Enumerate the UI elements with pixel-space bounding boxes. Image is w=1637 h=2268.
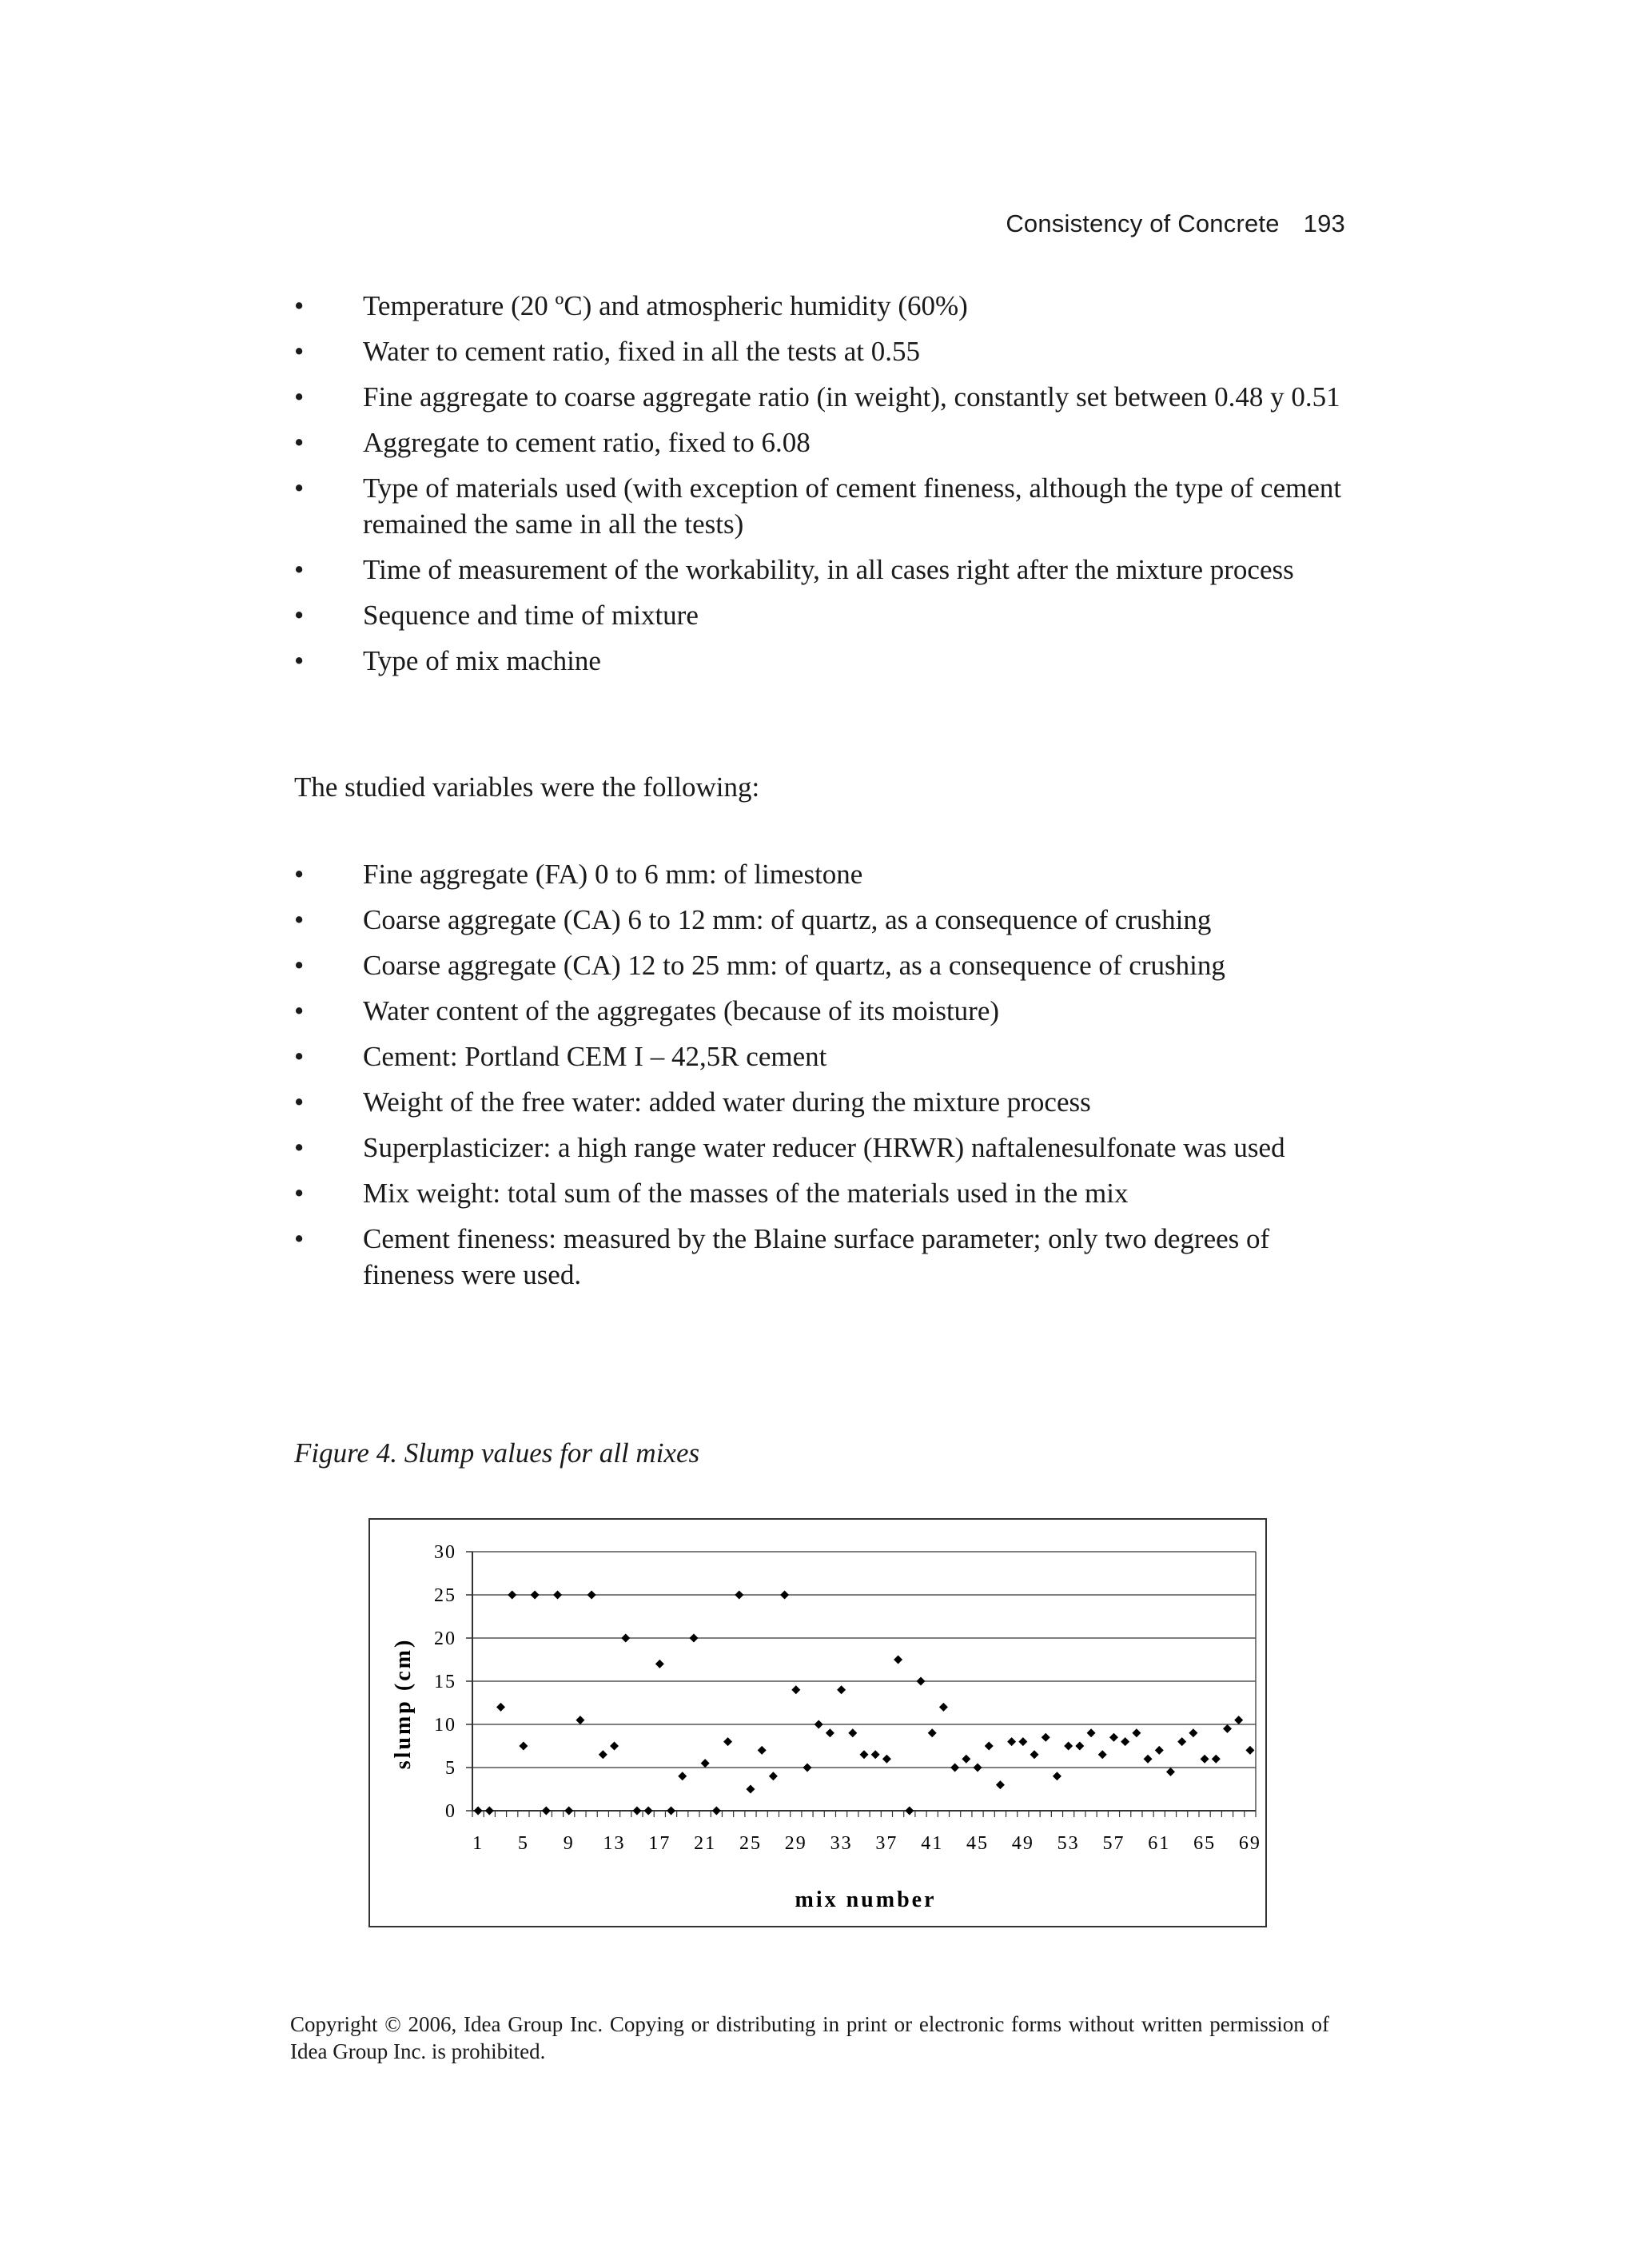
- data-point: [576, 1716, 584, 1724]
- data-point: [1144, 1755, 1153, 1764]
- figure-frame: [368, 1518, 1267, 1927]
- data-point: [496, 1703, 505, 1712]
- data-point: [1177, 1737, 1186, 1746]
- figure-caption: Figure 4. Slump values for all mixes: [294, 1437, 700, 1469]
- data-point: [1121, 1737, 1129, 1746]
- axis-layer: [466, 1552, 1256, 1817]
- bullet-icon: •: [294, 1178, 305, 1209]
- bullet-icon: •: [294, 427, 305, 458]
- data-point: [962, 1755, 970, 1764]
- data-point: [1109, 1733, 1118, 1742]
- data-point: [508, 1591, 516, 1600]
- data-point: [871, 1750, 880, 1759]
- controlled-conditions-list: [294, 288, 1349, 688]
- data-point: [746, 1785, 755, 1794]
- list-item-text: Temperature (20 ºC) and atmospheric humidity (60%): [363, 290, 968, 321]
- x-tick-labels: [472, 1833, 1261, 1854]
- y-tick-label: 20: [434, 1628, 456, 1649]
- list-item: [294, 947, 1349, 983]
- data-point: [610, 1742, 619, 1751]
- x-tick-label: 49: [1011, 1833, 1034, 1854]
- data-point: [1189, 1728, 1197, 1737]
- list-item-text: Coarse aggregate (CA) 6 to 12 mm: of quartz, as a consequence of crushing: [363, 904, 1212, 935]
- list-item: [294, 1084, 1349, 1120]
- x-tick-label: 9: [563, 1833, 575, 1854]
- x-tick-label: 5: [517, 1833, 529, 1854]
- data-point: [985, 1742, 994, 1751]
- data-point: [1042, 1733, 1050, 1742]
- list-item: [294, 1175, 1349, 1211]
- x-tick-label: 37: [875, 1833, 898, 1854]
- y-tick-label: 15: [434, 1672, 456, 1692]
- data-point: [1098, 1750, 1107, 1759]
- data-point: [519, 1742, 528, 1751]
- y-tick-label: 25: [434, 1585, 456, 1606]
- x-axis-label: mix number: [795, 1887, 937, 1912]
- data-point: [735, 1591, 743, 1600]
- bullet-icon: •: [294, 290, 305, 321]
- list-item: [294, 470, 1349, 542]
- data-point: [1245, 1746, 1254, 1755]
- bullet-icon: •: [294, 381, 305, 413]
- list-item-text: Cement: Portland CEM I – 42,5R cement: [363, 1041, 827, 1072]
- data-point: [474, 1807, 483, 1816]
- data-point: [531, 1591, 540, 1600]
- list-item: [294, 597, 1349, 633]
- data-point: [769, 1772, 778, 1780]
- x-tick-label: 1: [472, 1833, 484, 1854]
- list-item-text: Type of mix machine: [363, 645, 601, 676]
- x-tick-label: 69: [1238, 1833, 1261, 1854]
- running-title: Consistency of Concrete: [1006, 209, 1280, 237]
- data-point: [905, 1807, 914, 1816]
- data-point: [803, 1764, 811, 1772]
- data-point: [882, 1755, 891, 1764]
- x-tick-label: 33: [830, 1833, 853, 1854]
- list-item: [294, 552, 1349, 588]
- data-point: [542, 1807, 551, 1816]
- data-point: [1212, 1755, 1221, 1764]
- list-item: [294, 333, 1349, 369]
- bullet-icon: •: [294, 336, 305, 367]
- data-point: [712, 1807, 721, 1816]
- data-point: [1018, 1737, 1027, 1746]
- page-number: 193: [1303, 209, 1345, 237]
- list-item-text: Fine aggregate (FA) 0 to 6 mm: of limestone: [363, 859, 863, 890]
- list-item-text: Water content of the aggregates (because of its moisture): [363, 995, 1000, 1026]
- x-tick-label: 45: [966, 1833, 990, 1854]
- list-item-text: Sequence and time of mixture: [363, 600, 699, 631]
- data-point: [644, 1807, 653, 1816]
- bullet-icon: •: [294, 1041, 305, 1072]
- list-item-text: Weight of the free water: added water during the mixture process: [363, 1086, 1091, 1118]
- list-item: [294, 425, 1349, 460]
- list-item-text: Aggregate to cement ratio, fixed to 6.08: [363, 427, 811, 458]
- data-point: [837, 1685, 846, 1694]
- data-point: [553, 1591, 562, 1600]
- data-point: [1075, 1742, 1084, 1751]
- y-axis-label: slump (cm): [391, 1637, 416, 1770]
- data-points: [474, 1591, 1255, 1816]
- data-point: [1166, 1768, 1175, 1776]
- x-tick-label: 41: [921, 1833, 944, 1854]
- list-item: [294, 1221, 1349, 1293]
- data-point: [1064, 1742, 1073, 1751]
- data-point: [1155, 1746, 1164, 1755]
- bullet-icon: •: [294, 1223, 305, 1254]
- copyright-notice: Copyright © 2006, Idea Group Inc. Copying or distributing in print or electronic forms without written permission of Idea Group Inc. is prohibited.: [290, 2012, 1329, 2063]
- data-point: [1030, 1750, 1039, 1759]
- list-item: [294, 902, 1349, 938]
- data-point: [928, 1728, 937, 1737]
- list-item-text: Fine aggregate to coarse aggregate ratio (in weight), constantly set between 0.48 y 0.51: [363, 381, 1340, 413]
- bullet-icon: •: [294, 995, 305, 1026]
- list-item-text: Time of measurement of the workability, in all cases right after the mixture process: [363, 554, 1294, 585]
- list-item: [294, 1038, 1349, 1074]
- list-item: [294, 856, 1349, 892]
- y-tick-label: 0: [445, 1801, 456, 1822]
- data-point: [939, 1703, 948, 1712]
- bullet-icon: •: [294, 950, 305, 981]
- data-point: [758, 1746, 767, 1755]
- data-point: [848, 1728, 857, 1737]
- bullet-icon: •: [294, 1086, 305, 1118]
- list-item: [294, 379, 1349, 415]
- x-tick-label: 57: [1102, 1833, 1125, 1854]
- bullet-icon: •: [294, 1132, 305, 1163]
- data-point: [678, 1772, 687, 1780]
- list-item: [294, 643, 1349, 679]
- list-item: [294, 993, 1349, 1029]
- data-point: [1132, 1728, 1141, 1737]
- data-point: [1223, 1724, 1232, 1733]
- data-point: [1201, 1755, 1209, 1764]
- data-point: [780, 1591, 789, 1600]
- x-tick-label: 25: [739, 1833, 762, 1854]
- bullet-icon: •: [294, 472, 305, 504]
- list-item-text: Superplasticizer: a high range water reducer (HRWR) naftalenesulfonate was used: [363, 1132, 1285, 1163]
- data-point: [701, 1759, 710, 1768]
- x-tick-label: 61: [1148, 1833, 1171, 1854]
- data-point: [950, 1764, 959, 1772]
- x-tick-label: 65: [1193, 1833, 1217, 1854]
- list-item-text: Mix weight: total sum of the masses of the materials used in the mix: [363, 1178, 1129, 1209]
- data-point: [564, 1807, 573, 1816]
- data-point: [485, 1807, 494, 1816]
- list-item-text: Coarse aggregate (CA) 12 to 25 mm: of quartz, as a consequence of crushing: [363, 950, 1225, 981]
- data-point: [860, 1750, 869, 1759]
- data-point: [1007, 1737, 1016, 1746]
- x-tick-label: 53: [1057, 1833, 1080, 1854]
- data-point: [655, 1660, 664, 1668]
- data-point: [667, 1807, 675, 1816]
- data-point: [1234, 1716, 1243, 1724]
- list-item: [294, 1130, 1349, 1166]
- data-point: [621, 1634, 630, 1643]
- bullet-icon: •: [294, 645, 305, 676]
- data-point: [689, 1634, 698, 1643]
- data-point: [996, 1780, 1005, 1789]
- data-point: [815, 1720, 823, 1729]
- x-tick-label: 13: [603, 1833, 626, 1854]
- bullet-icon: •: [294, 904, 305, 935]
- data-point: [894, 1656, 902, 1664]
- data-point: [599, 1750, 607, 1759]
- y-tick-label: 10: [434, 1715, 456, 1736]
- y-tick-label: 30: [434, 1542, 456, 1563]
- data-point: [1087, 1728, 1096, 1737]
- bullet-icon: •: [294, 859, 305, 890]
- data-point: [723, 1737, 732, 1746]
- y-tick-label: 5: [445, 1758, 456, 1779]
- list-item-text: Water to cement ratio, fixed in all the tests at 0.55: [363, 336, 920, 367]
- x-tick-label: 17: [648, 1833, 671, 1854]
- data-point: [917, 1677, 926, 1686]
- bullet-icon: •: [294, 600, 305, 631]
- data-point: [632, 1807, 641, 1816]
- data-point: [826, 1728, 834, 1737]
- running-head: [1006, 209, 1345, 238]
- slump-scatter-chart: [370, 1520, 1265, 1926]
- data-point: [791, 1685, 800, 1694]
- data-point: [974, 1764, 982, 1772]
- x-tick-label: 29: [784, 1833, 807, 1854]
- data-point: [587, 1591, 596, 1600]
- y-tick-labels: [434, 1542, 456, 1822]
- x-tick-label: 21: [694, 1833, 717, 1854]
- data-point: [1053, 1772, 1061, 1780]
- bullet-icon: •: [294, 554, 305, 585]
- intro-paragraph: The studied variables were the following:: [294, 771, 760, 803]
- list-item: [294, 288, 1349, 324]
- list-item-text: Cement fineness: measured by the Blaine surface parameter; only two degrees of fineness were used.: [363, 1223, 1270, 1290]
- studied-variables-list: [294, 856, 1349, 1302]
- list-item-text: Type of materials used (with exception of cement fineness, although the type of cement remained the same in all the tests): [363, 472, 1342, 540]
